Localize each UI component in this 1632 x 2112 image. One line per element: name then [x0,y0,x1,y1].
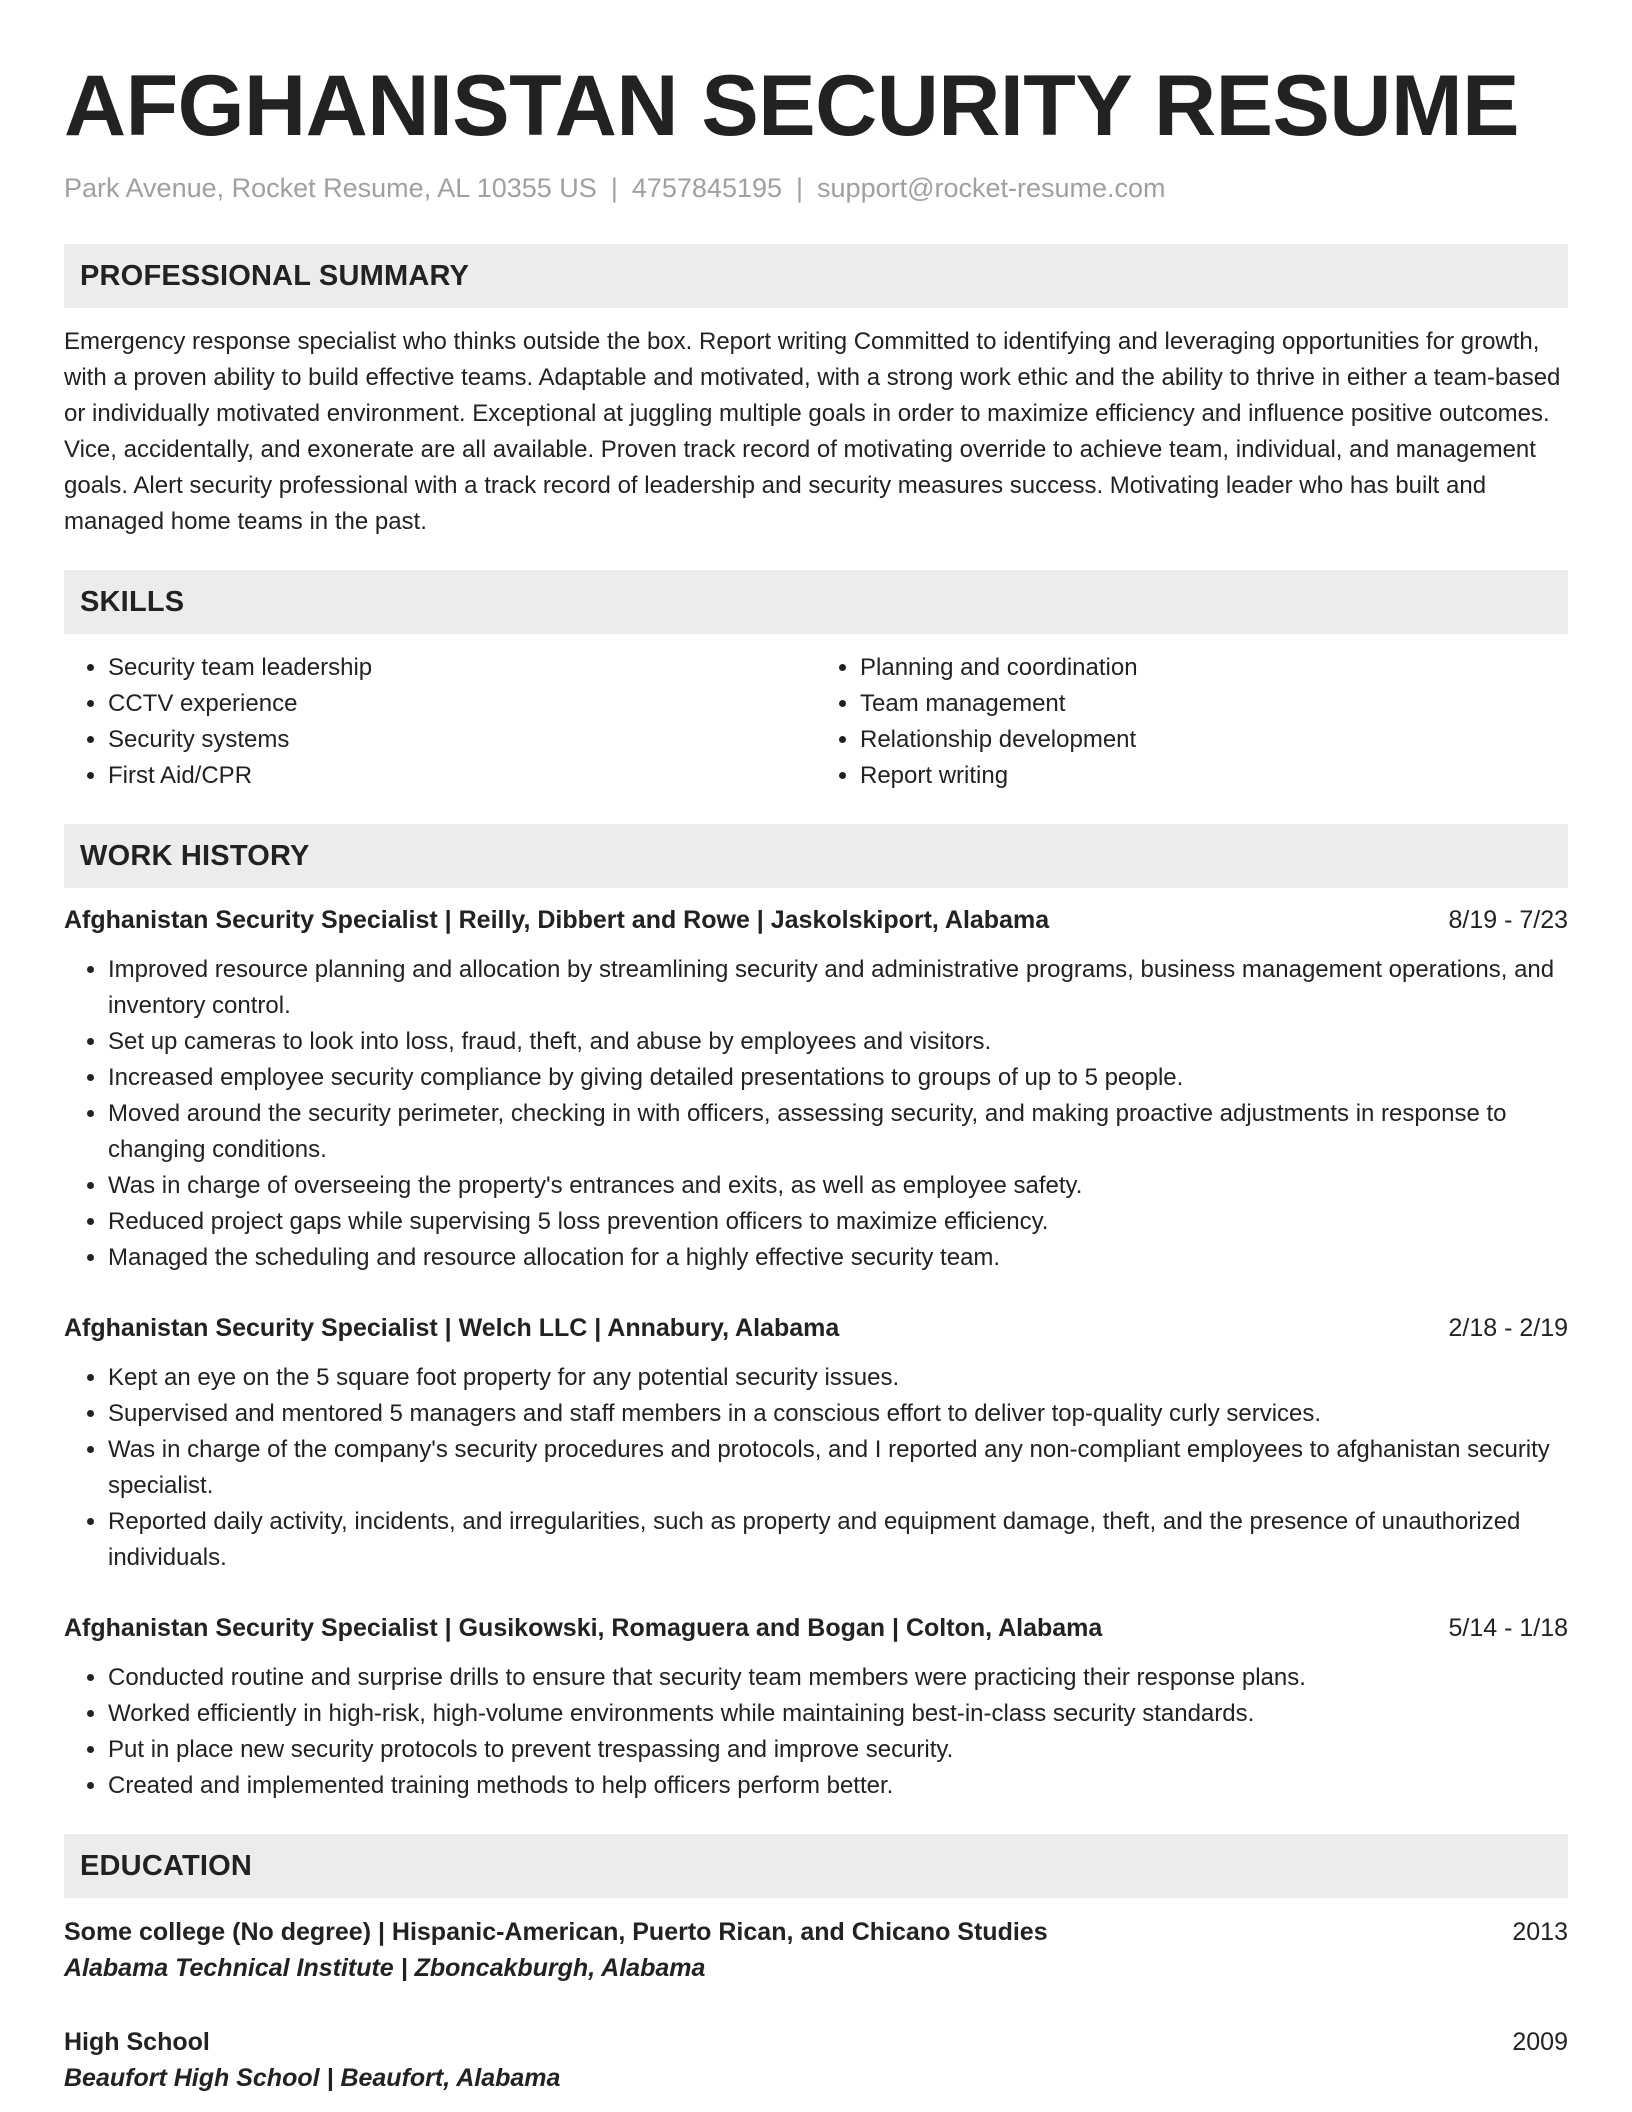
skill-item: • CCTV experience [108,686,816,722]
education-school: Alabama Technical Institute | Zboncakburgh, Alabama [64,1954,706,1982]
job-bullet: • Conducted routine and surprise drills to ensure that security team members were practicing their response plans. [108,1660,1568,1696]
education-degree: High School [64,2028,210,2056]
job-entry [64,1610,1568,1804]
education-school: Beaufort High School | Beaufort, Alabama [64,2064,561,2092]
skills-heading: SKILLS [64,570,1568,634]
work-history-heading: WORK HISTORY [64,824,1568,888]
skill-item: • Relationship development [860,722,1568,758]
contact-phone: 4757845195 [631,173,783,203]
job-bullet: • Increased employee security compliance by giving detailed presentations to groups of up to 5 people. [108,1060,1568,1096]
skills-list [64,650,1568,794]
contact-separator: | [796,173,804,203]
job-bullet: • Put in place new security protocols to prevent trespassing and improve security. [108,1732,1568,1768]
job-header [64,902,1568,938]
job-date: 8/19 - 7/23 [1448,906,1568,934]
resume-title: AFGHANISTAN SECURITY RESUME [64,58,1519,154]
education-degree: Some college (No degree) | Hispanic-American, Puerto Rican, and Chicano Studies [64,1918,1048,1946]
skills-column-left [64,650,816,794]
job-date: 2/18 - 2/19 [1448,1314,1568,1342]
job-entry [64,902,1568,1276]
job-title: Afghanistan Security Specialist | Reilly, Dibbert and Rowe | Jaskolskiport, Alabama [64,906,1050,934]
job-bullet: • Managed the scheduling and resource allocation for a highly effective security team. [108,1240,1568,1276]
skill-item: • Security team leadership [108,650,816,686]
summary-text: Emergency response specialist who thinks outside the box. Report writing Committed to identifying and leveraging opportunities for growth, with a proven ability to build effective teams. Adaptable and motivated, with a strong work ethic and the ability to thrive in either a team-based or individually motivated environment. Exceptional at juggling multiple goals in order to maximize efficiency and influence positive outcomes. Vice, accidentally, and exonerate are all available. Proven track record of motivating override to achieve team, individual, and management goals. Alert security professional with a track record of leadership and security measures success. Motivating leader who has built and managed home teams in the past. [64,328,1561,535]
skill-item: • First Aid/CPR [108,758,816,794]
job-date: 5/14 - 1/18 [1448,1614,1568,1642]
job-title: Afghanistan Security Specialist | Welch LLC | Annabury, Alabama [64,1314,840,1342]
job-bullet: • Improved resource planning and allocation by streamlining security and administrative programs, business management operations, and inventory control. [108,952,1568,1024]
education-header [64,2024,1568,2060]
job-bullets [64,1360,1568,1576]
job-bullets [64,952,1568,1276]
job-title: Afghanistan Security Specialist | Gusikowski, Romaguera and Bogan | Colton, Alabama [64,1614,1103,1642]
job-header [64,1610,1568,1646]
education-entry [64,2024,1568,2096]
contact-line [64,170,1568,206]
skill-item: • Report writing [860,758,1568,794]
job-bullet: • Set up cameras to look into loss, fraud, theft, and abuse by employees and visitors. [108,1024,1568,1060]
job-bullet: • Worked efficiently in high-risk, high-volume environments while maintaining best-in-class security standards. [108,1696,1568,1732]
job-bullet: • Reduced project gaps while supervising 5 loss prevention officers to maximize efficiency. [108,1204,1568,1240]
job-bullet: • Was in charge of the company's security procedures and protocols, and I reported any non-compliant employees to afghanistan security specialist. [108,1432,1568,1504]
education-entry [64,1914,1568,1986]
job-header [64,1310,1568,1346]
job-bullet: • Created and implemented training methods to help officers perform better. [108,1768,1568,1804]
job-bullet: • Was in charge of overseeing the property's entrances and exits, as well as employee safety. [108,1168,1568,1204]
contact-address: Park Avenue, Rocket Resume, AL 10355 US [64,173,597,203]
skill-item: • Planning and coordination [860,650,1568,686]
contact-email: support@rocket-resume.com [817,173,1166,203]
education-date: 2009 [1512,2028,1568,2056]
job-bullet: • Reported daily activity, incidents, and irregularities, such as property and equipment damage, theft, and the presence of unauthorized individuals. [108,1504,1568,1576]
skills-column-right [816,650,1568,794]
education-heading: EDUCATION [64,1834,1568,1898]
summary-heading: PROFESSIONAL SUMMARY [64,244,1568,308]
job-bullet: • Moved around the security perimeter, checking in with officers, assessing security, and making proactive adjustments in response to changing conditions. [108,1096,1568,1168]
education-header [64,1914,1568,1950]
skill-item: • Security systems [108,722,816,758]
job-bullets [64,1660,1568,1804]
job-bullet: • Kept an eye on the 5 square foot property for any potential security issues. [108,1360,1568,1396]
skill-item: • Team management [860,686,1568,722]
job-bullet: • Supervised and mentored 5 managers and staff members in a conscious effort to deliver top-quality curly services. [108,1396,1568,1432]
job-entry [64,1310,1568,1576]
education-date: 2013 [1512,1918,1568,1946]
contact-separator: | [610,173,618,203]
